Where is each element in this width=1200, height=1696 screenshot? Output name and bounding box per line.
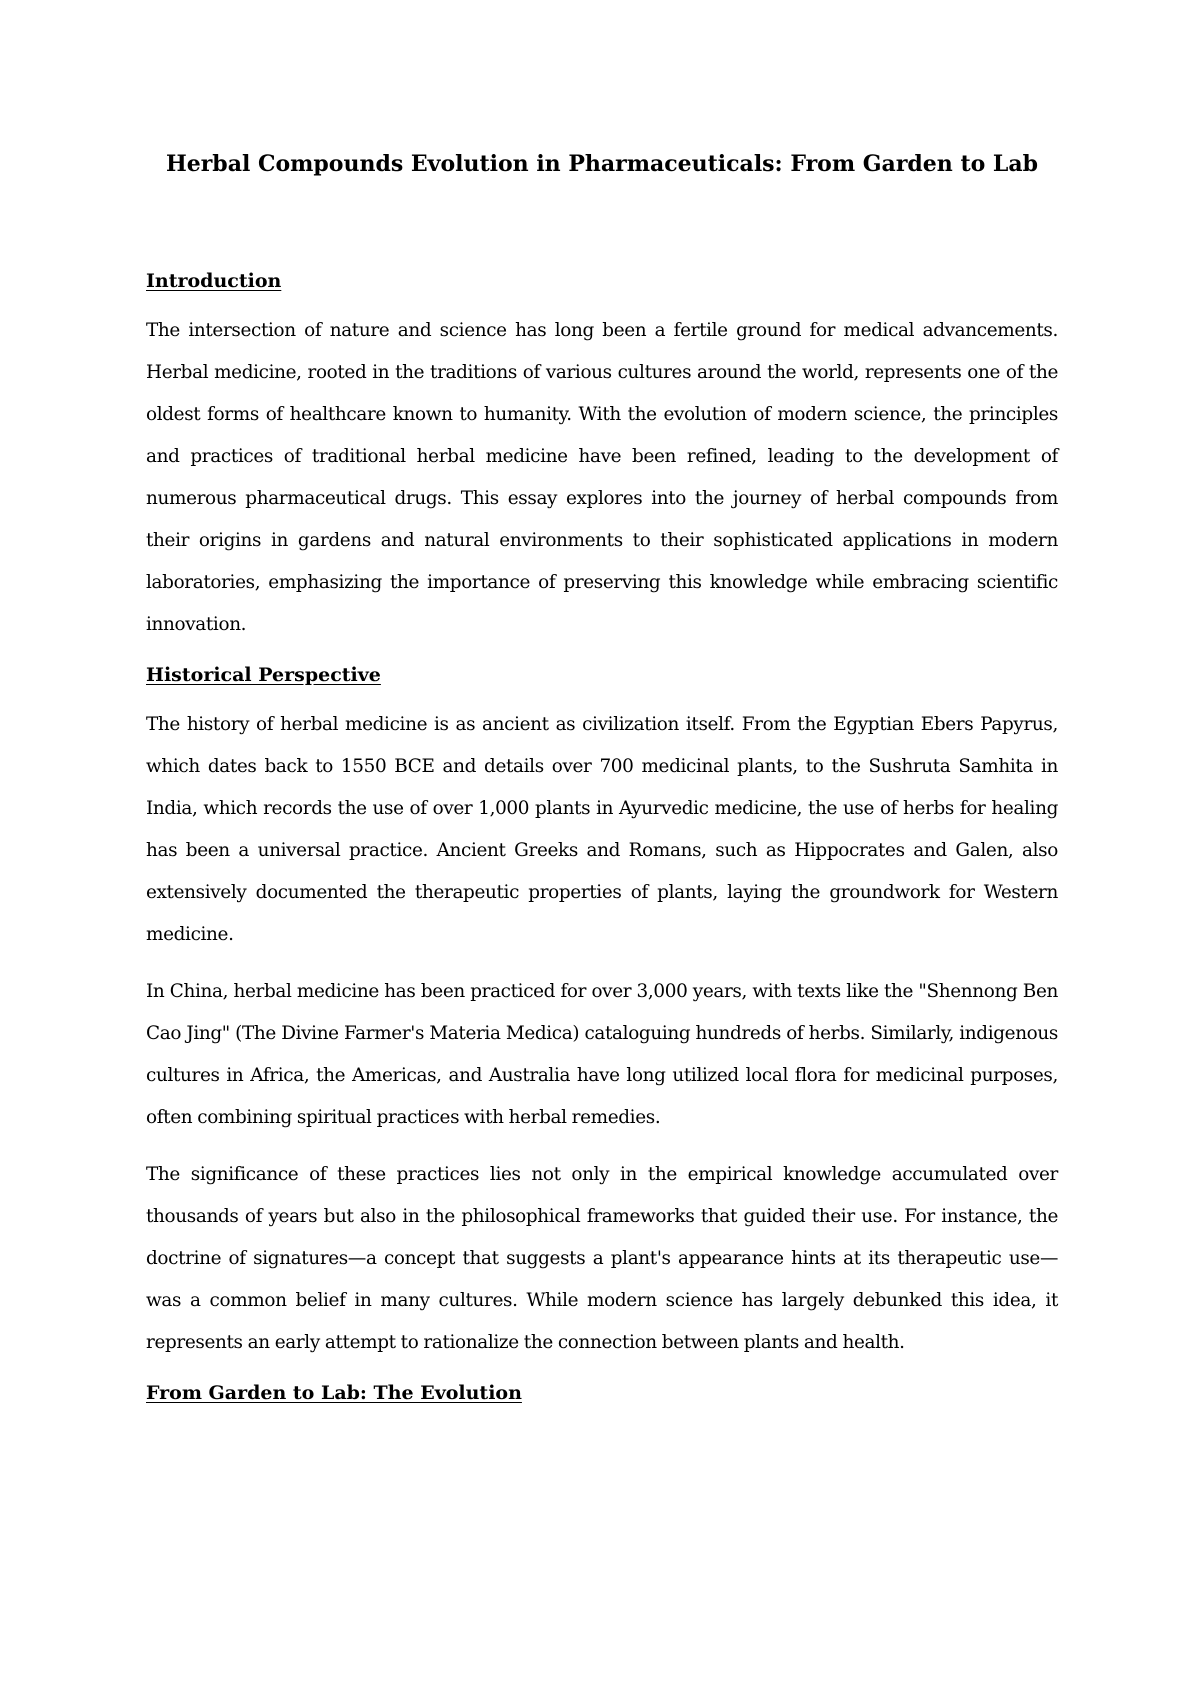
paragraph: The history of herbal medicine is as ancient as civilization itself. From the Egyptian Ebers Papyrus, which dates back to 1550 BCE and details over 700 medicinal plants, to the Sushruta Samhita in India, which records the use of over 1,000 plants in Ayurvedic medicine, the use of herbs for healing has been a universal practice. Ancient Greeks and Romans, such as Hippocrates and Galen, also extensively documented the therapeutic properties of plants, laying the groundwork for Western medicine. xyxy=(146,714,1058,945)
document-title: Herbal Compounds Evolution in Pharmaceuticals: From Garden to Lab xyxy=(165,151,1039,177)
paragraph: In China, herbal medicine has been practiced for over 3,000 years, with texts like the "Shennong Ben Cao Jing" (The Divine Farmer's Materia Medica) cataloguing hundreds of herbs. Similarly, indigenous cultures in Africa, the Americas, and Australia have long utilized local flora for medicinal purposes, often combining spiritual practices with herbal remedies. xyxy=(146,981,1058,1128)
document-body xyxy=(146,268,1058,1422)
section-heading: Historical Perspective xyxy=(146,664,381,686)
paragraph: The significance of these practices lies not only in the empirical knowledge accumulated over thousands of years but also in the philosophical frameworks that guided their use. For instance, the doctrine of signatures—a concept that suggests a plant's appearance hints at its therapeutic use—was a common belief in many cultures. While modern science has largely debunked this idea, it represents an early attempt to rationalize the connection between plants and health. xyxy=(146,1164,1058,1353)
section-from-garden-to-lab xyxy=(146,1380,1058,1406)
section-historical-perspective xyxy=(146,662,1058,1364)
section-heading: Introduction xyxy=(146,270,282,292)
paragraph: The intersection of nature and science has long been a fertile ground for medical advancements. Herbal medicine, rooted in the traditions of various cultures around the world, represents one of the oldest forms of healthcare known to humanity. With the evolution of modern science, the principles and practices of traditional herbal medicine have been refined, leading to the development of numerous pharmaceutical drugs. This essay explores into the journey of herbal compounds from their origins in gardens and natural environments to their sophisticated applications in modern laboratories, emphasizing the importance of preserving this knowledge while embracing scientific innovation. xyxy=(146,320,1058,635)
section-heading: From Garden to Lab: The Evolution xyxy=(146,1382,522,1404)
section-introduction xyxy=(146,268,1058,646)
